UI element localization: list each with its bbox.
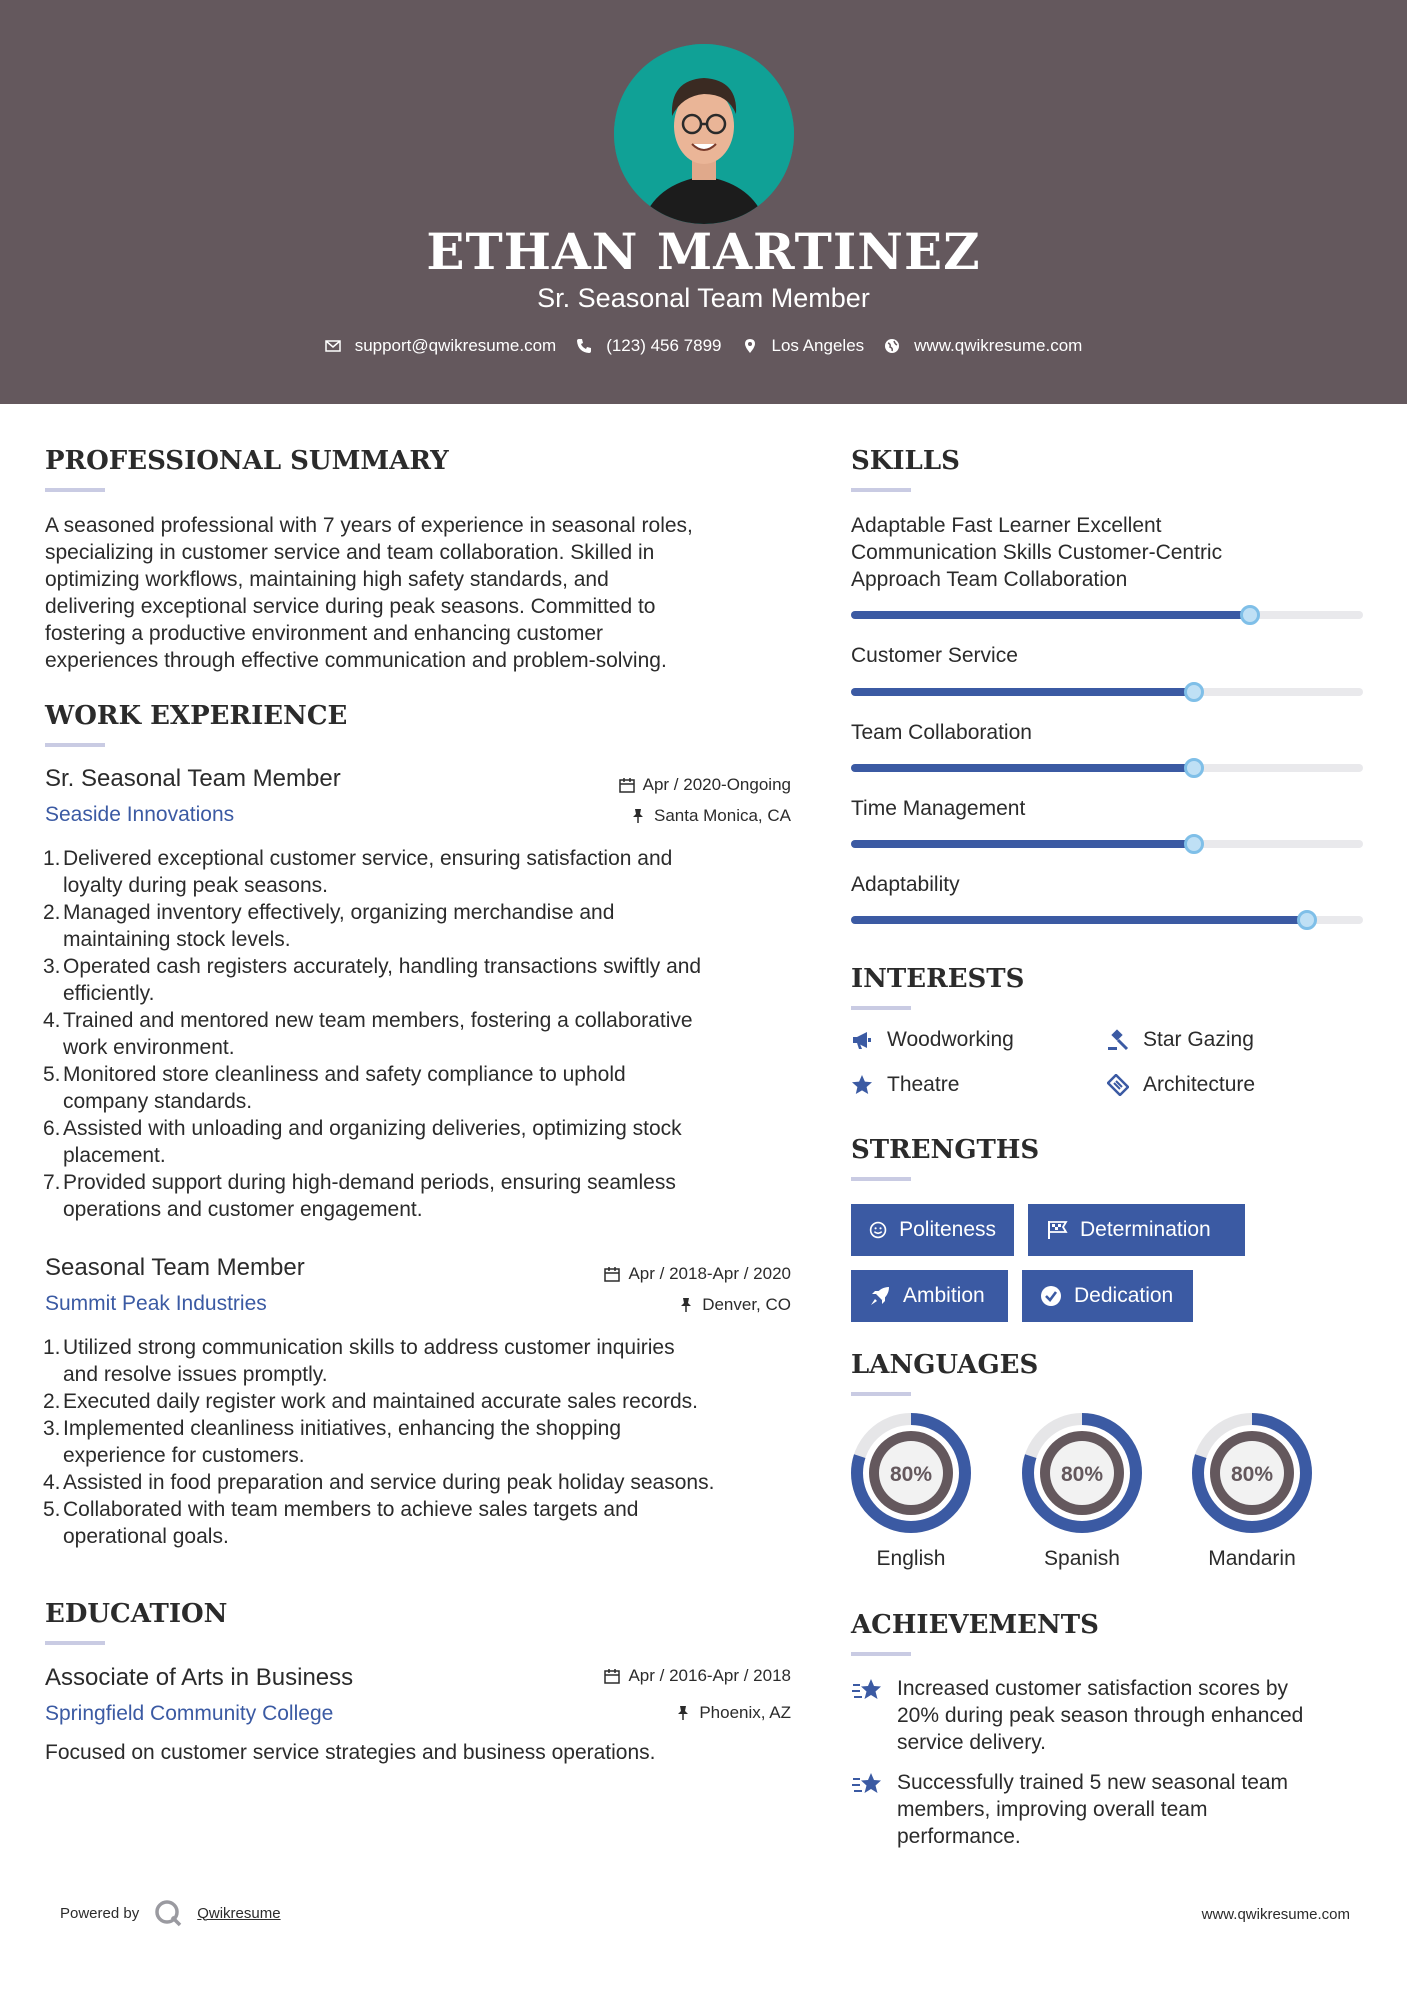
job-date	[604, 1264, 791, 1284]
skill-label: Adaptability	[851, 873, 960, 896]
skill-label: Team Collaboration	[851, 721, 1032, 744]
skill-bar	[851, 916, 1363, 924]
skill-label: Time Management	[851, 797, 1026, 820]
map-pin-icon	[742, 338, 758, 354]
calendar-icon	[604, 1266, 620, 1282]
education-date-text: Apr / 2016-Apr / 2018	[628, 1666, 791, 1685]
education-note: Focused on customer service strategies and business operations.	[45, 1741, 656, 1764]
education-heading: EDUCATION	[45, 1599, 228, 1629]
rocket-icon	[869, 1285, 891, 1307]
summary-line: experiences through effective communication and problem-solving.	[45, 649, 667, 672]
language-item	[849, 1411, 973, 1571]
summary-line: A seasoned professional with 7 years of experience in seasonal roles,	[45, 514, 693, 537]
summary-heading: PROFESSIONAL SUMMARY	[45, 446, 449, 476]
job-date-text: Apr / 2018-Apr / 2020	[628, 1264, 791, 1283]
summary-line: delivering exceptional service during peak seasons. Committed to	[45, 595, 656, 618]
list-item: 4. Trained and mentored new team members, fostering a collaborative work environment.	[43, 1009, 693, 1059]
achievement-text: Increased customer satisfaction scores by 20% during peak season through enhanced service delivery.	[897, 1677, 1304, 1754]
globe-icon	[884, 338, 900, 354]
brand-link[interactable]: Qwikresume	[197, 1904, 281, 1922]
language-ring	[1020, 1411, 1144, 1535]
summary-line: optimizing workflows, maintaining high safety standards, and	[45, 568, 609, 591]
list-item: 4. Assisted in food preparation and service during peak holiday seasons.	[43, 1471, 715, 1494]
calendar-icon	[604, 1668, 620, 1684]
achievements-heading: ACHIEVEMENTS	[851, 1610, 1099, 1640]
profile-photo	[614, 44, 794, 224]
qwikresume-logo-icon	[153, 1898, 183, 1928]
achievement-item	[851, 1675, 1371, 1756]
skills-heading: SKILLS	[851, 446, 960, 476]
list-item: 5. Collaborated with team members to achieve sales targets and operational goals.	[43, 1498, 639, 1548]
shooting-star-icon	[851, 1769, 883, 1801]
strength-badge	[1022, 1270, 1193, 1322]
achievements-heading-rule	[851, 1652, 911, 1656]
achievement-item	[851, 1769, 1371, 1850]
envelope-icon	[325, 338, 341, 354]
contact-email[interactable]	[325, 336, 557, 356]
skill-bar-knob	[1297, 910, 1317, 930]
summary-heading-rule	[45, 488, 105, 492]
list-item: 2. Executed daily register work and maintained accurate sales records.	[43, 1390, 698, 1413]
language-name: English	[876, 1547, 946, 1570]
shooting-star-icon	[851, 1675, 883, 1707]
interest-label: Theatre	[887, 1073, 960, 1096]
list-item: 3. Implemented cleanliness initiatives, enhancing the shopping experience for customers.	[43, 1417, 622, 1467]
school-name: Springfield Community College	[45, 1702, 334, 1725]
language-percent: 80%	[1060, 1463, 1104, 1486]
strength-badge	[851, 1204, 1014, 1256]
list-item: 1. Delivered exceptional customer service, ensuring satisfaction and loyalty during peak seasons.	[43, 847, 673, 897]
skill-bar-knob	[1184, 834, 1204, 854]
calendar-icon	[619, 777, 635, 793]
language-item	[1190, 1411, 1314, 1571]
job-bullets	[45, 845, 795, 1223]
star-icon	[851, 1074, 873, 1096]
list-item: 1. Utilized strong communication skills to address customer inquiries and resolve issues promptly.	[43, 1336, 675, 1386]
email-text: support@qwikresume.com	[354, 336, 557, 355]
skill-bar	[851, 840, 1363, 848]
ticket-icon	[1107, 1074, 1129, 1096]
skill-label: Adaptable Fast Learner Excellent Communication Skills Customer-Centric Approach Team Collaboration	[851, 514, 1223, 591]
interest-item	[1107, 1073, 1255, 1097]
job-location-text: Denver, CO	[702, 1295, 791, 1314]
job-location	[630, 806, 791, 826]
check-circle-icon	[1040, 1285, 1062, 1307]
education-heading-rule	[45, 1641, 105, 1645]
list-item: 6. Assisted with unloading and organizing deliveries, optimizing stock placement.	[43, 1117, 682, 1167]
interest-label: Woodworking	[887, 1028, 1014, 1051]
pushpin-icon	[675, 1705, 691, 1721]
skill-bar-fill	[851, 840, 1194, 848]
contact-website[interactable]	[884, 336, 1082, 356]
strengths-heading: STRENGTHS	[851, 1135, 1040, 1165]
skill-bar-fill	[851, 764, 1194, 772]
job-title: Sr. Seasonal Team Member	[45, 765, 341, 792]
candidate-name: ETHAN MARTINEZ	[426, 222, 981, 281]
skill-bar	[851, 688, 1363, 696]
candidate-role: Sr. Seasonal Team Member	[537, 283, 870, 313]
interest-item	[1107, 1028, 1254, 1052]
skills-heading-rule	[851, 488, 911, 492]
strength-label: Politeness	[899, 1218, 996, 1241]
education-date	[604, 1666, 791, 1686]
contact-phone[interactable]	[576, 336, 721, 356]
language-percent: 80%	[889, 1463, 933, 1486]
strength-badge	[851, 1270, 1008, 1322]
strength-badge	[1028, 1204, 1245, 1256]
powered-by-text: Powered by	[60, 1904, 140, 1922]
job-date	[619, 775, 791, 795]
flag-icon	[1046, 1219, 1068, 1241]
language-percent: 80%	[1230, 1463, 1274, 1486]
pushpin-icon	[630, 808, 646, 824]
languages-heading: LANGUAGES	[851, 1350, 1039, 1380]
megaphone-icon	[851, 1029, 873, 1051]
skill-bar-fill	[851, 916, 1307, 924]
language-item	[1020, 1411, 1144, 1571]
contact-row	[0, 336, 1407, 356]
achievement-text: Successfully trained 5 new seasonal team members, improving overall team performance.	[897, 1771, 1289, 1848]
skill-bar	[851, 764, 1363, 772]
location-text: Los Angeles	[771, 336, 865, 355]
person-portrait-icon	[614, 44, 794, 224]
gavel-icon	[1107, 1029, 1129, 1051]
language-name: Spanish	[1044, 1547, 1120, 1570]
contact-location	[742, 336, 865, 356]
interest-item	[851, 1073, 959, 1097]
summary-text	[45, 512, 815, 674]
experience-heading-rule	[45, 743, 105, 747]
interest-item	[851, 1028, 1014, 1052]
header-band	[0, 0, 1407, 404]
list-item: 2. Managed inventory effectively, organizing merchandise and maintaining stock levels.	[43, 901, 615, 951]
strength-label: Ambition	[903, 1284, 985, 1307]
summary-line: fostering a productive environment and enhancing customer	[45, 622, 603, 645]
job-location-text: Santa Monica, CA	[653, 806, 791, 825]
language-name: Mandarin	[1208, 1547, 1296, 1570]
smile-icon	[869, 1219, 887, 1241]
education-location-text: Phoenix, AZ	[699, 1703, 791, 1722]
phone-text: (123) 456 7899	[606, 336, 722, 355]
degree-title: Associate of Arts in Business	[45, 1664, 354, 1691]
list-item: 7. Provided support during high-demand periods, ensuring seamless operations and customer engagement.	[43, 1171, 676, 1221]
language-ring	[849, 1411, 973, 1535]
website-text: www.qwikresume.com	[914, 336, 1083, 355]
interest-label: Star Gazing	[1143, 1028, 1254, 1051]
list-item: 3. Operated cash registers accurately, handling transactions swiftly and efficiently.	[43, 955, 702, 1005]
interests-heading-rule	[851, 1006, 911, 1010]
list-item: 5. Monitored store cleanliness and safety compliance to uphold company standards.	[43, 1063, 626, 1113]
job-location	[678, 1295, 791, 1315]
skill-bar-fill	[851, 611, 1250, 619]
interests-heading: INTERESTS	[851, 964, 1025, 994]
job-company: Summit Peak Industries	[45, 1292, 267, 1315]
skill-label: Customer Service	[851, 644, 1018, 667]
footer-powered-by	[60, 1898, 281, 1928]
education-location	[675, 1703, 791, 1723]
skill-bar-knob	[1184, 682, 1204, 702]
skill-bar	[851, 611, 1363, 619]
skill-bar-knob	[1184, 758, 1204, 778]
strength-label: Determination	[1080, 1218, 1211, 1241]
languages-heading-rule	[851, 1392, 911, 1396]
job-title: Seasonal Team Member	[45, 1254, 305, 1281]
job-date-text: Apr / 2020-Ongoing	[642, 775, 791, 794]
interest-label: Architecture	[1143, 1073, 1256, 1096]
strengths-heading-rule	[851, 1177, 911, 1181]
strength-label: Dedication	[1074, 1284, 1174, 1307]
language-ring	[1190, 1411, 1314, 1535]
skill-bar-fill	[851, 688, 1194, 696]
job-bullets	[45, 1334, 795, 1550]
footer-url[interactable]: www.qwikresume.com	[1201, 1906, 1350, 1923]
summary-line: specializing in customer service and team collaboration. Skilled in	[45, 541, 655, 564]
job-company: Seaside Innovations	[45, 803, 235, 826]
phone-icon	[576, 338, 592, 354]
experience-heading: WORK EXPERIENCE	[45, 701, 348, 731]
pushpin-icon	[678, 1297, 694, 1313]
skill-bar-knob	[1240, 605, 1260, 625]
